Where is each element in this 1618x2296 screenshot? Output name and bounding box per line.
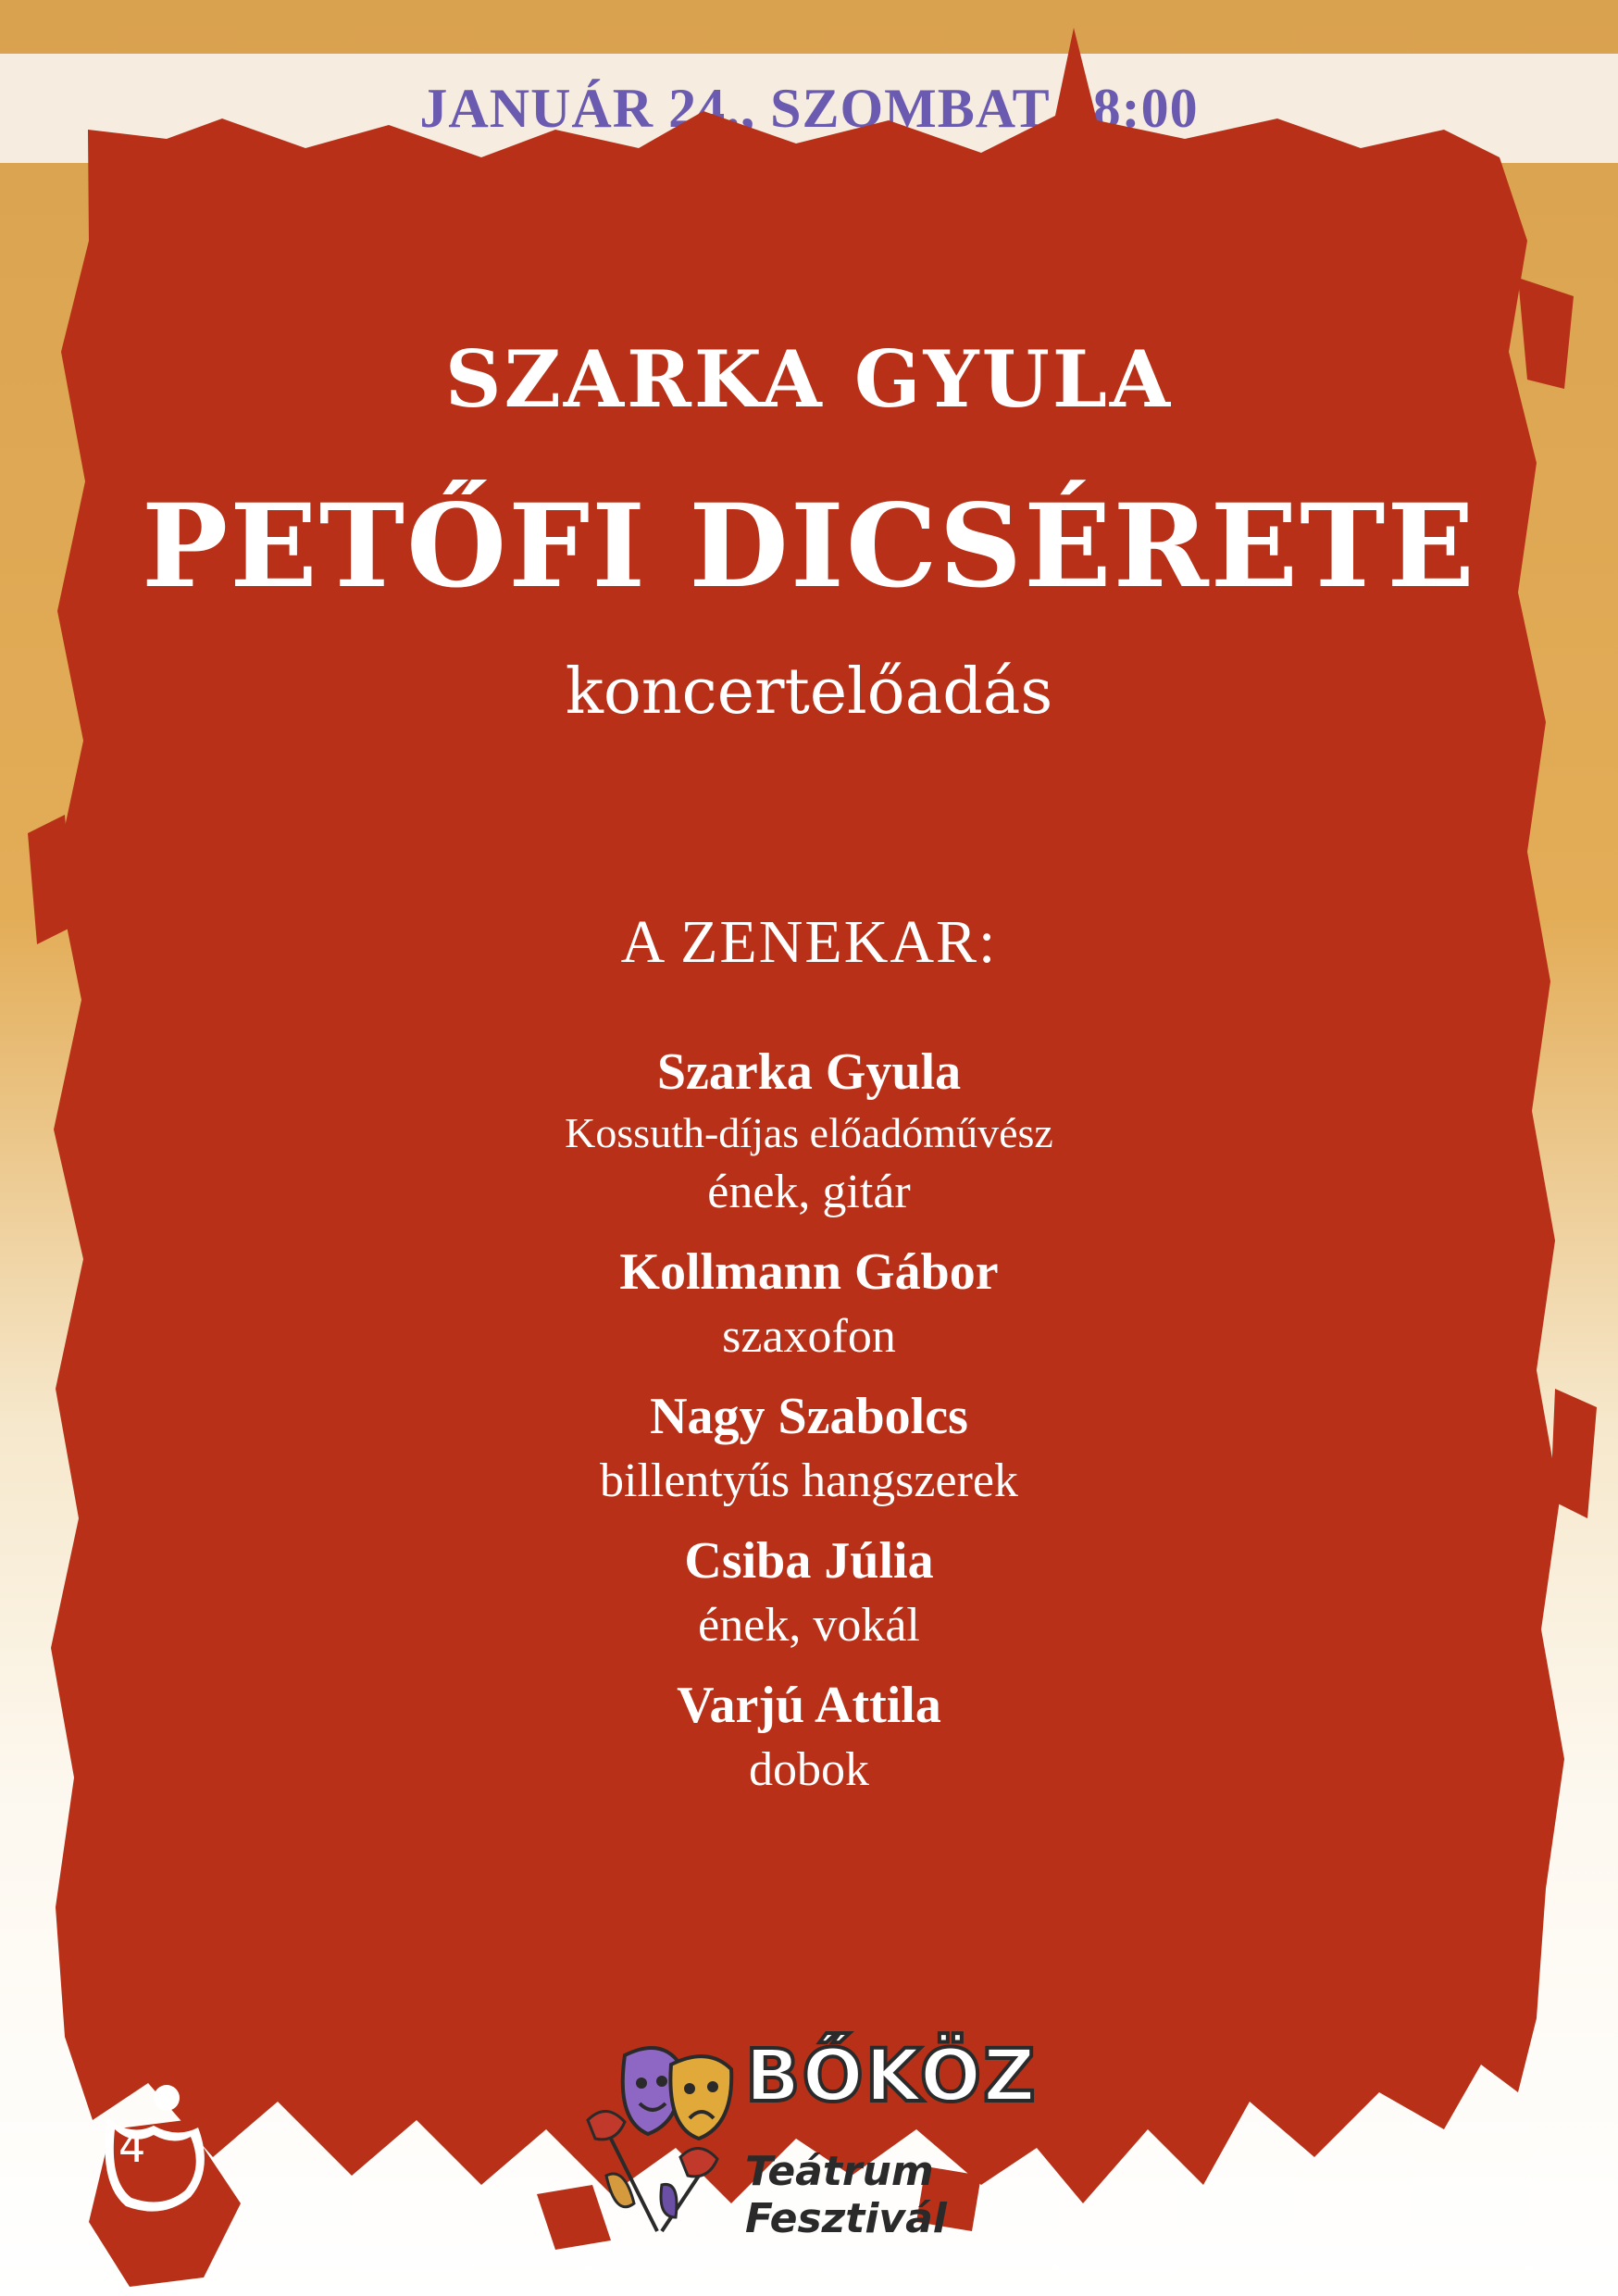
member-role: dobok bbox=[749, 1743, 869, 1796]
band-members-list bbox=[0, 1039, 1618, 1816]
performance-title: PETŐFI DICSÉRETE bbox=[142, 480, 1476, 614]
band-member bbox=[0, 1039, 1618, 1224]
event-date: JANUÁR 24., SZOMBAT 18:00 bbox=[419, 77, 1199, 139]
festival-logo bbox=[569, 2018, 1051, 2250]
member-name: Varjú Attila bbox=[677, 1677, 941, 1734]
page-badge-shape bbox=[89, 2081, 218, 2220]
performance-type: koncertelőadás bbox=[565, 655, 1053, 729]
member-title: Kossuth-díjas előadóművész bbox=[565, 1109, 1053, 1156]
band-member bbox=[0, 1383, 1618, 1513]
member-name: Nagy Szabolcs bbox=[650, 1388, 968, 1445]
band-member bbox=[0, 1239, 1618, 1368]
author-name: SZARKA GYULA bbox=[444, 333, 1174, 425]
theater-masks-icon bbox=[569, 2018, 754, 2250]
page-number-badge bbox=[89, 2081, 218, 2220]
band-heading: A ZENEKAR: bbox=[620, 908, 998, 976]
member-role: szaxofon bbox=[722, 1310, 896, 1363]
band-member bbox=[0, 1672, 1618, 1802]
member-name: Csiba Júlia bbox=[684, 1532, 934, 1590]
member-role: billentyűs hangszerek bbox=[600, 1454, 1018, 1507]
member-role: ének, vokál bbox=[698, 1599, 920, 1652]
page-number: 4 bbox=[118, 2122, 146, 2172]
band-member bbox=[0, 1528, 1618, 1657]
member-name: Szarka Gyula bbox=[656, 1043, 962, 1101]
member-role: ének, gitár bbox=[707, 1166, 911, 1218]
festival-brand: BŐKÖZ bbox=[745, 2035, 1038, 2118]
festival-name: Teátrum Fesztivál bbox=[745, 2148, 947, 2242]
member-name: Kollmann Gábor bbox=[619, 1243, 999, 1301]
